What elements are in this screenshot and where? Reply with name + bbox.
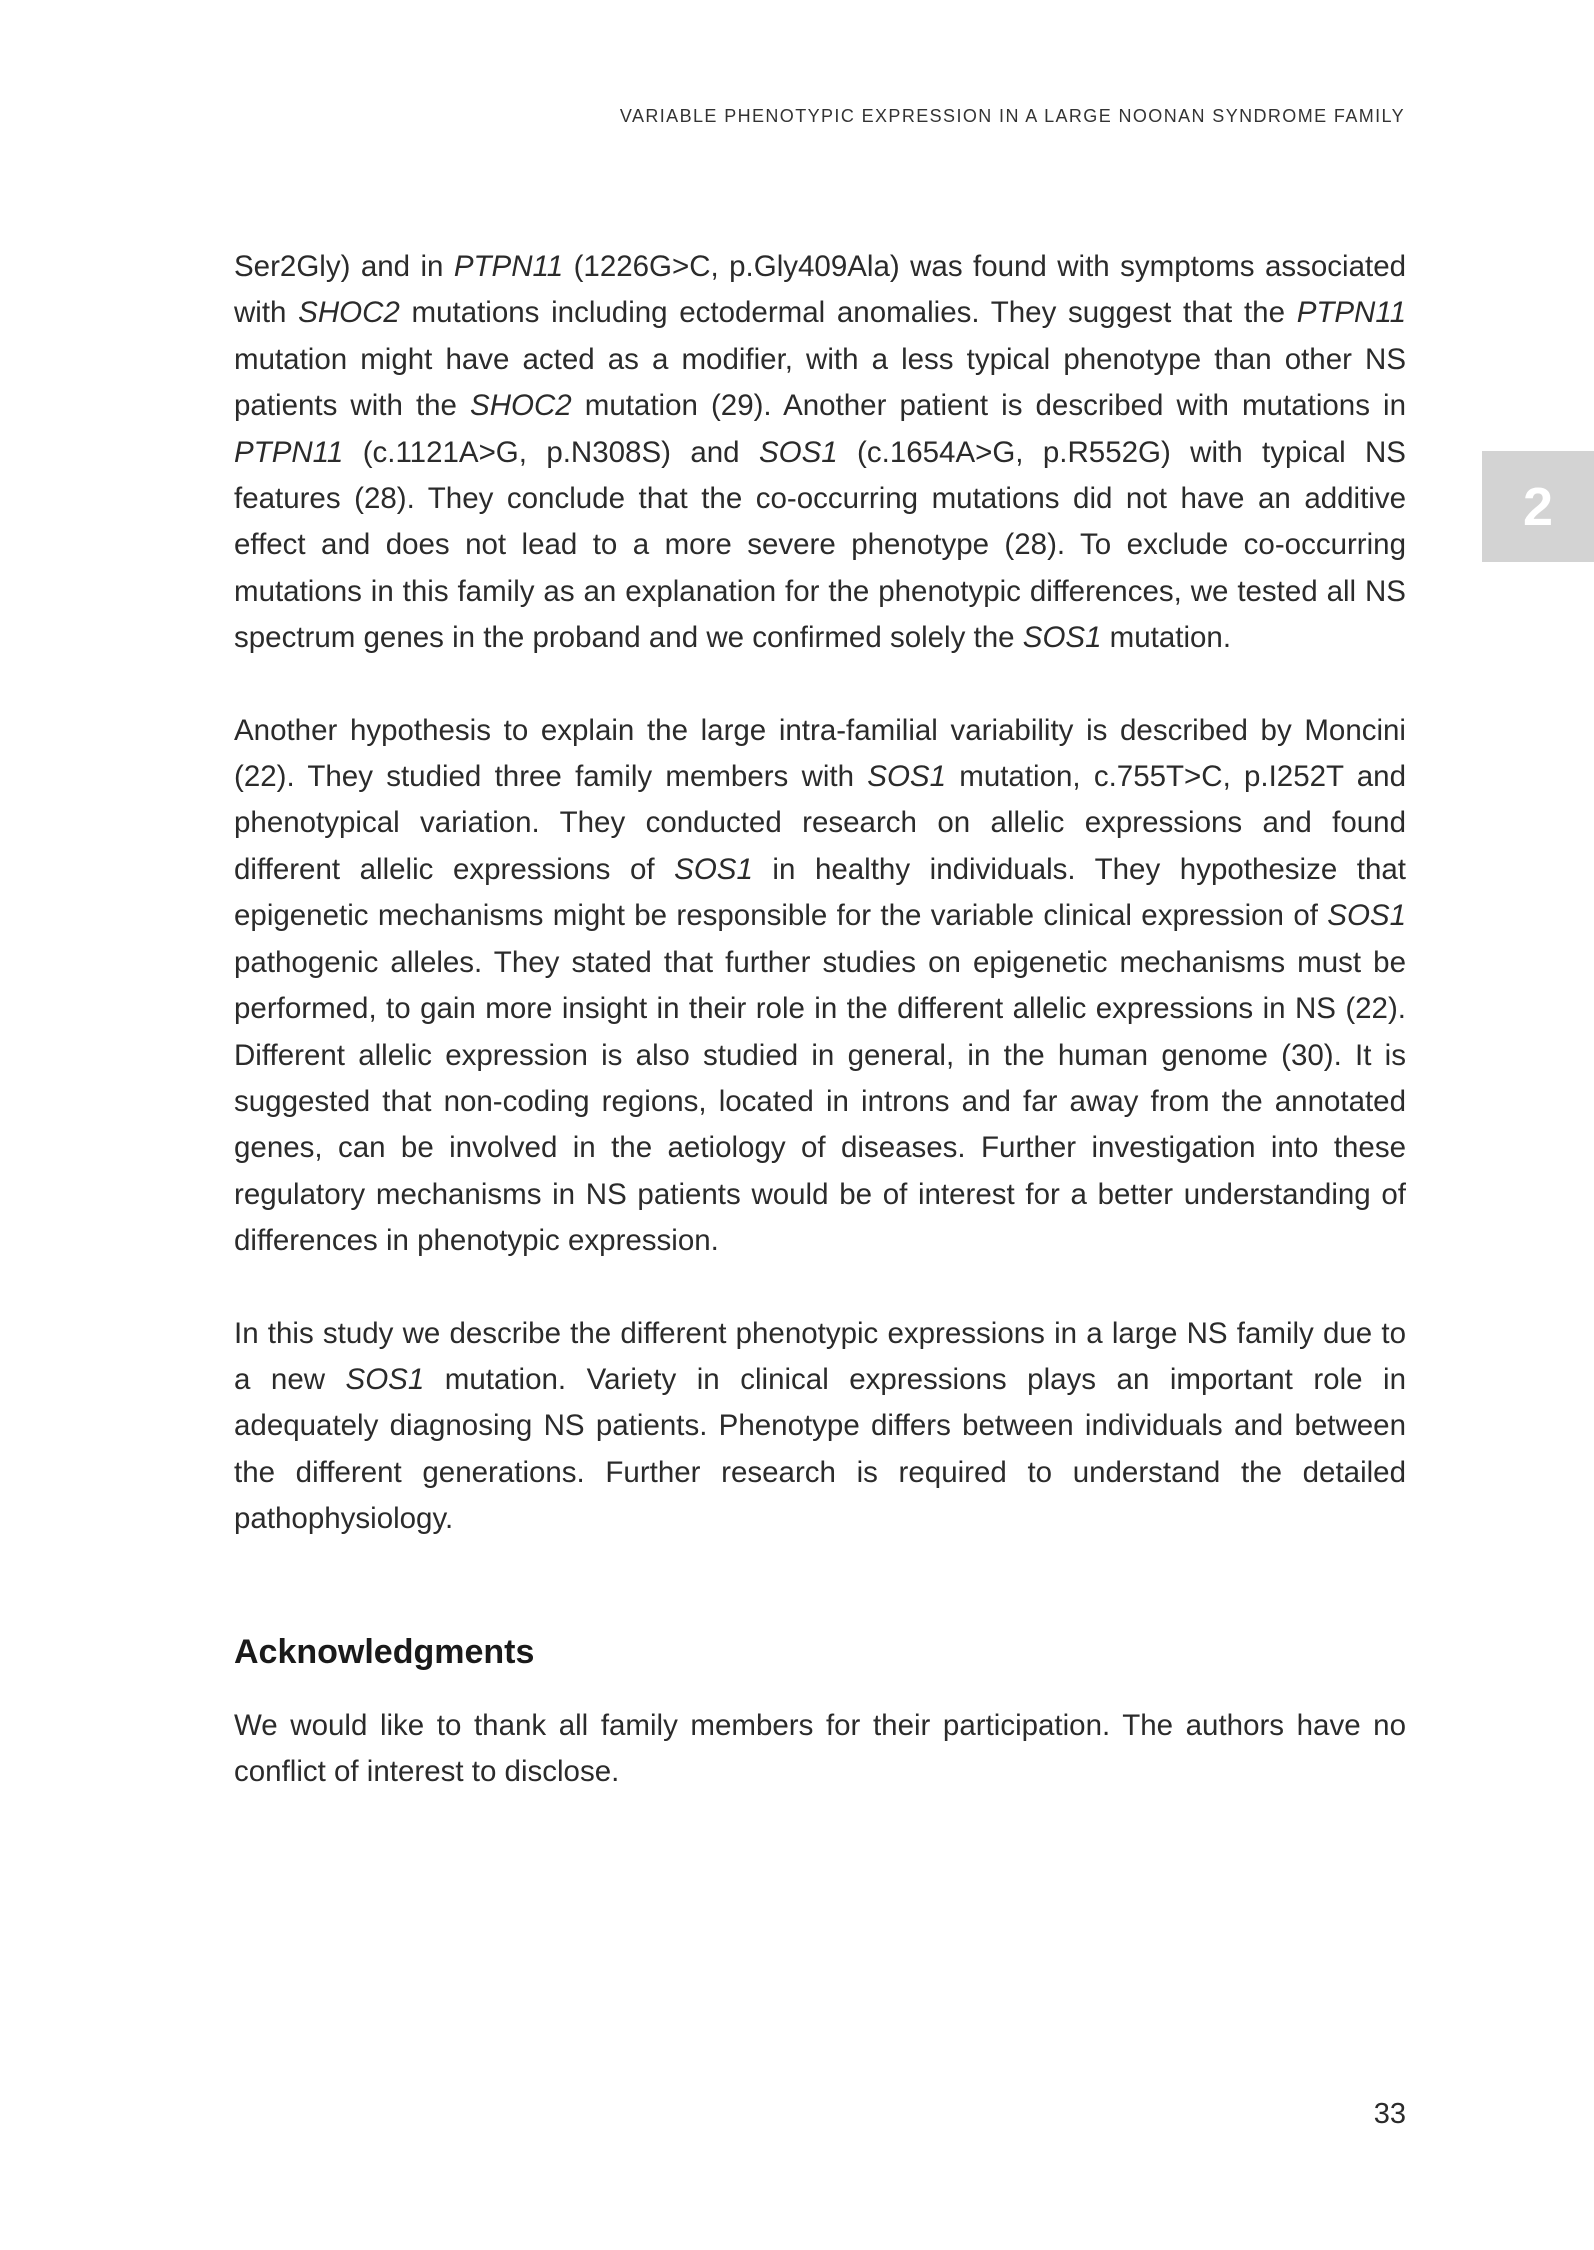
paragraph-2: Another hypothesis to explain the large intra-familial variability is described by Moncini (22). They studied three family members with SOS1 mutation, c.755T>C, p.I252T and phenotypical variation. They conducted research on allelic expressions and found different allelic expressions of SOS1 in healthy individuals. They hypothesize that epigenetic mechanisms might be responsible for the variable clinical expression of SOS1 pathogenic alleles. They stated that further studies on epigenetic mechanisms must be performed, to gain more insight in their role in the different allelic expressions in NS (22). Different allelic expression is also studied in general, in the human genome (30). It is suggested that non-coding regions, located in introns and far away from the annotated genes, can be involved in the aetiology of diseases. Further investigation into these regulatory mechanisms in NS patients would be of interest for a better understanding of differences in phenotypic expression. (234, 713, 1407, 1258)
chapter-tab (1482, 451, 1594, 562)
acknowledgments-text: We would like to thank all family members for their participation. The authors have no conflict of interest to disclose. (234, 1708, 1406, 1788)
article-body (234, 244, 1406, 1795)
chapter-number: 2 (1522, 476, 1554, 537)
acknowledgments-heading: Acknowledgments (234, 1632, 535, 1671)
paragraph-1: Ser2Gly) and in PTPN11 (1226G>C, p.Gly409Ala) was found with symptoms associated with SHOC2 mutations including ectodermal anomalies. They suggest that the PTPN11 mutation might have acted as a modifier, with a less typical phenotype than other NS patients with the SHOC2 mutation (29). Another patient is described with mutations in PTPN11 (c.1121A>G, p.N308S) and SOS1 (c.1654A>G, p.R552G) with typical NS features (28). They conclude that the co-occurring mutations did not have an additive effect and does not lead to a more severe phenotype (28). To exclude co-occurring mutations in this family as an explanation for the phenotypic differences, we tested all NS spectrum genes in the proband and we confirmed solely the SOS1 mutation. (234, 250, 1407, 655)
page-number: 33 (1373, 2098, 1406, 2130)
running-header: VARIABLE PHENOTYPIC EXPRESSION IN A LARGE NOONAN SYNDROME FAMILY (619, 106, 1405, 126)
paragraph-3: In this study we describe the different phenotypic expressions in a large NS family due to a new SOS1 mutation. Variety in clinical expressions plays an important role in adequately diagnosing NS patients. Phenotype differs between individuals and between the different generations. Further research is required to understand the detailed pathophysiology. (234, 1316, 1406, 1536)
